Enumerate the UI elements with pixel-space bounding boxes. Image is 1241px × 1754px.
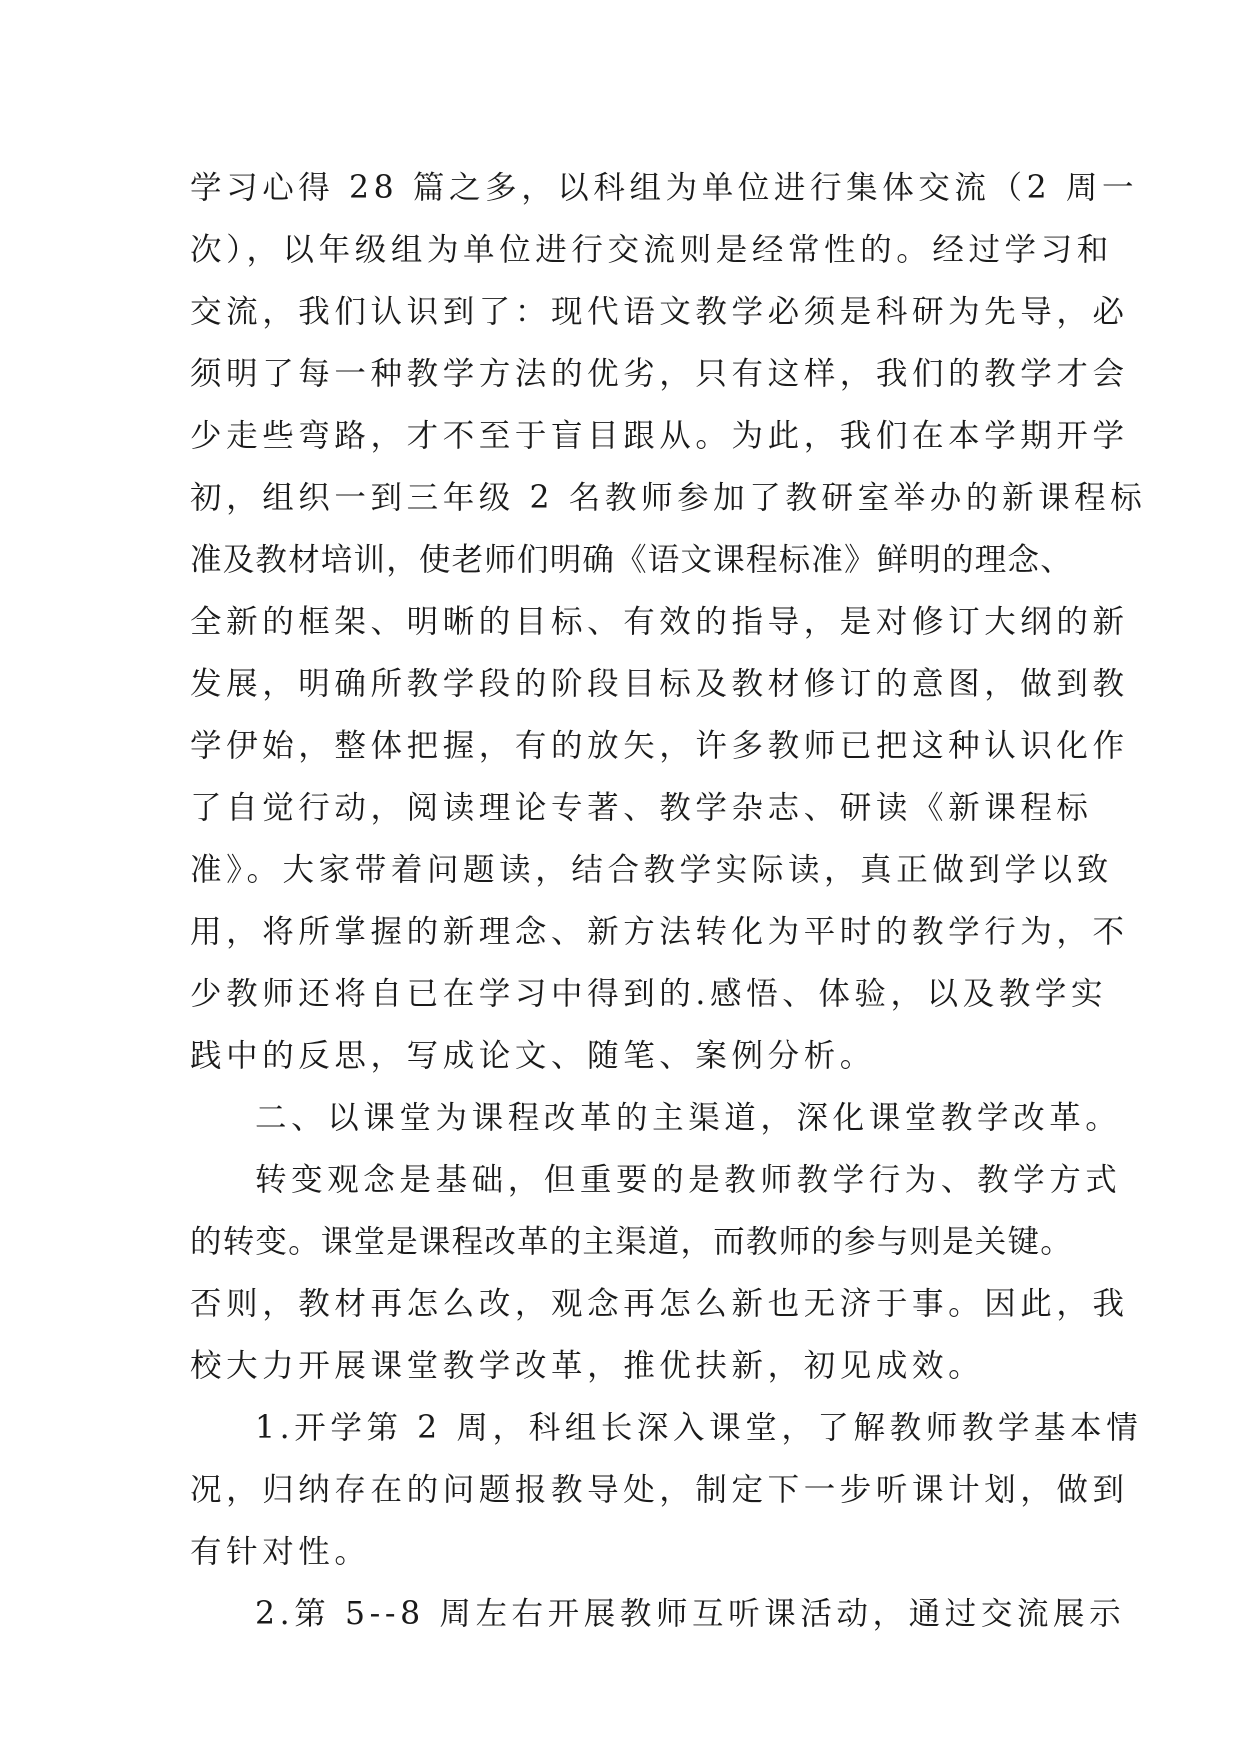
text-line: 有针对性。	[190, 1534, 371, 1570]
text-line: 准》。大家带着问题读，结合教学实际读，真正做到学以致	[190, 852, 1113, 888]
text-line: 用，将所掌握的新理念、新方法转化为平时的教学行为，不	[190, 914, 1129, 950]
section-heading: 二、以课堂为课程改革的主渠道，深化课堂教学改革。	[255, 1100, 1122, 1136]
text-line: 践中的反思，写成论文、随笔、案例分析。	[190, 1038, 876, 1074]
text-line: 初，组织一到三年级 2 名教师参加了教研室举办的新课程标	[190, 480, 1147, 516]
text-line: 发展，明确所教学段的阶段目标及教材修订的意图，做到教	[190, 666, 1129, 702]
text-line: 须明了每一种教学方法的优劣，只有这样，我们的教学才会	[190, 356, 1129, 392]
text-line: 校大力开展课堂教学改革，推优扶新，初见成效。	[190, 1348, 985, 1384]
text-line: 少走些弯路，才不至于盲目跟从。为此，我们在本学期开学	[190, 418, 1129, 454]
text-line: 了自觉行动，阅读理论专著、教学杂志、研读《新课程标	[190, 790, 1093, 826]
text-line: 准及教材培训，使老师们明确《语文课程标准》鲜明的理念、	[190, 542, 1073, 578]
text-line: 次），以年级组为单位进行交流则是经常性的。经过学习和	[190, 232, 1113, 268]
text-line: 交流，我们认识到了：现代语文教学必须是科研为先导，必	[190, 294, 1129, 330]
text-line: 的转变。课堂是课程改革的主渠道，而教师的参与则是关键。	[190, 1224, 1073, 1260]
list-item-2: 2.第 5--8 周左右开展教师互听课活动，通过交流展示	[255, 1596, 1126, 1632]
text-line: 少教师还将自已在学习中得到的.感悟、体验，以及教学实	[190, 976, 1108, 1012]
text-line: 学伊始，整体把握，有的放矢，许多教师已把这种认识化作	[190, 728, 1129, 764]
list-item-1: 1.开学第 2 周，科组长深入课堂，了解教师教学基本情	[255, 1410, 1143, 1446]
text-line: 转变观念是基础，但重要的是教师教学行为、教学方式	[255, 1162, 1122, 1198]
text-line: 况，归纳存在的问题报教导处，制定下一步听课计划，做到	[190, 1472, 1129, 1508]
text-line: 否则，教材再怎么改，观念再怎么新也无济于事。因此，我	[190, 1286, 1129, 1322]
text-line: 全新的框架、明晰的目标、有效的指导，是对修订大纲的新	[190, 604, 1129, 640]
text-line: 学习心得 28 篇之多，以科组为单位进行集体交流（2 周一	[190, 170, 1139, 206]
